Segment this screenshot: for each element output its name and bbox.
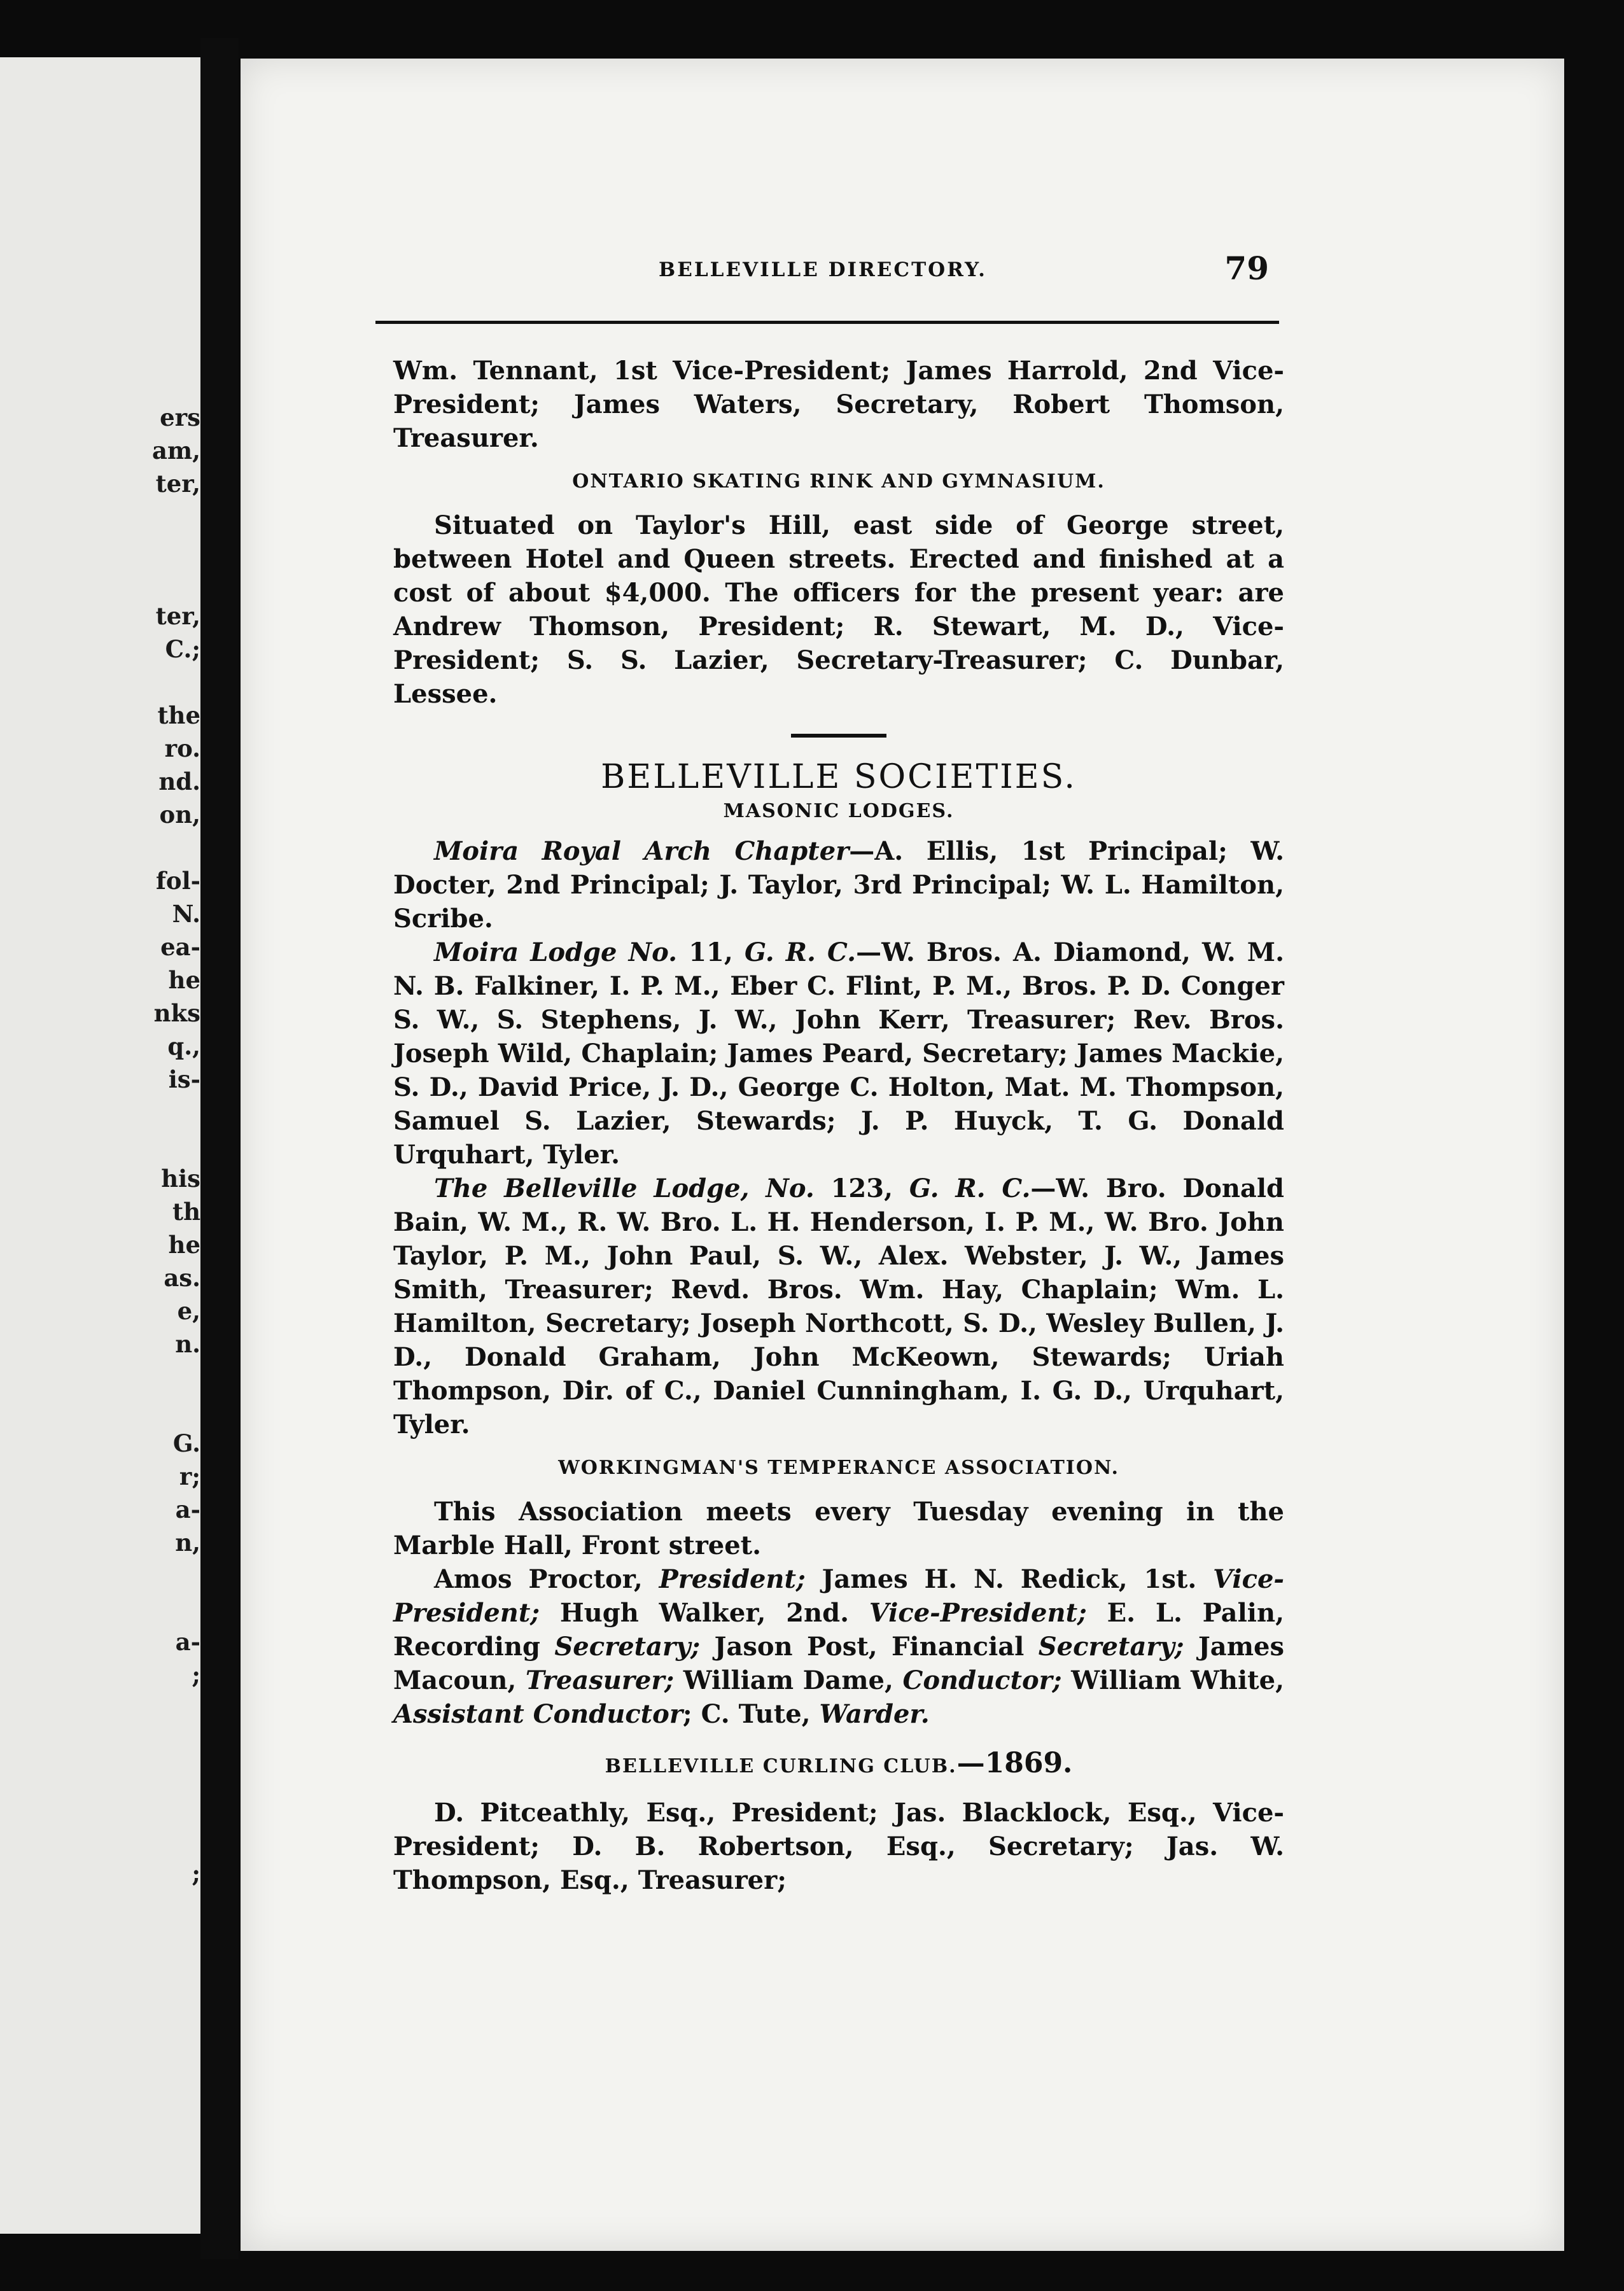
curling-club-officers-paragraph: D. Pitceathly, Esq., President; Jas. Blacklock, Esq., Vice-President; D. B. Robertson, Esq., Secretary; Jas. W. Thompson, Esq., Treasurer; [393,1798,1284,1895]
running-head: BELLEVILLE DIRECTORY. [659,258,987,281]
temperance-office: Conductor; [902,1665,1062,1695]
previous-page-line-fragment: ers [160,403,200,431]
previous-page-line-fragment [0,666,200,699]
previous-page-line-fragment: G. [172,1429,200,1457]
belleville-lodge-grc: G. R. C. [909,1174,1031,1203]
previous-page-line-fragment: ea- [160,933,200,961]
previous-page-line-fragment [0,1592,200,1625]
previous-page-line-fragment [0,566,200,599]
temperance-office: Secretary; [1038,1632,1184,1662]
previous-page-line-fragment [0,1791,200,1824]
previous-page-line-fragment: th [172,1198,200,1226]
temperance-text: E. L. Palin, Recording [393,1598,1284,1662]
temperance-text: Jason Post, Financial [700,1632,1039,1662]
previous-page-line-endings [0,401,200,1890]
previous-page-line-fragment [0,533,200,566]
previous-page-line-fragment: fol- [155,867,200,895]
previous-page-line-fragment: a- [175,1496,200,1524]
previous-page-line-fragment: am, [151,437,200,465]
temperance-office: Vice-President; [393,1564,1285,1628]
page-number: 79 [1224,249,1269,287]
previous-page-line-fragment: he [168,1231,200,1259]
previous-page-line-fragment [0,1096,200,1129]
previous-page-line-fragment: nd. [158,767,200,795]
previous-page-line-fragment: e, [177,1297,200,1325]
previous-page-line-fragment: n, [175,1529,200,1557]
previous-page-line-fragment [0,1361,200,1394]
previous-page-line-fragment [0,1824,200,1857]
page-body [393,354,1284,1897]
curling-club-name: BELLEVILLE CURLING CLUB. [605,1755,957,1777]
moira-lodge-grc: G. R. C. [744,937,857,967]
section-divider [791,734,886,738]
previous-page-edge [0,57,200,2234]
previous-page-line-fragment [0,1725,200,1758]
header-rule [375,321,1279,324]
subheading-masonic-lodges: MASONIC LODGES. [723,800,955,822]
book-gutter [200,38,239,2259]
previous-page-line-fragment: ro. [164,734,200,762]
previous-page-line-fragment: ter, [155,602,200,630]
belleville-lodge-officers: —W. Bro. Donald Bain, W. M., R. W. Bro. L. H. Henderson, I. P. M., W. Bro. John Taylor, P. M., John Paul, S. W., Alex. Webster, J. W., James Smith, Treasurer; Revd. Bros. Wm. Hay, Chaplain; Wm. L. Hamilton, Secretary; Joseph Northcott, S. D., Wesley Bullen, J. D., Donald Graham, John McKeown, Stewards; Uriah Thompson, Dir. of C., Daniel Cunningham, I. G. D., Urquhart, Tyler. [393,1174,1285,1440]
moira-royal-arch-chapter-entry [393,834,1284,935]
previous-page-line-fragment: C.; [165,635,200,663]
temperance-text: Hugh Walker, 2nd. [540,1598,869,1628]
temperance-office: Assistant Conductor [393,1699,683,1729]
previous-page-line-fragment: ; [192,1661,200,1689]
page-header [375,249,1279,291]
curling-club-year: —1869. [956,1747,1073,1779]
previous-page-line-fragment: he [168,966,200,994]
section-heading-temperance: WORKINGMAN'S TEMPERANCE ASSOCIATION. [558,1457,1119,1479]
previous-page-line-fragment: his [161,1165,200,1193]
previous-page-line-fragment: N. [172,900,200,928]
section-heading-skating-rink: ONTARIO SKATING RINK AND GYMNASIUM. [572,470,1105,493]
previous-page-line-fragment: is- [168,1065,200,1093]
temperance-office: Vice-President; [869,1598,1087,1628]
previous-page-line-fragment [0,1394,200,1427]
previous-page-line-fragment: r; [179,1462,200,1490]
belleville-lodge-entry [393,1172,1284,1441]
previous-page-line-fragment: the [157,701,200,729]
section-heading-curling-club [393,1746,1284,1783]
previous-page-line-fragment: nks [153,999,200,1027]
officers-paragraph: Wm. Tennant, 1st Vice-President; James Harrold, 2nd Vice-President; James Waters, Secretary, Robert Thomson, Treasurer. [393,356,1284,453]
previous-page-line-fragment [0,1559,200,1592]
temperance-meeting-paragraph: This Association meets every Tuesday evening in the Marble Hall, Front street. [393,1497,1284,1560]
previous-page-line-fragment [0,500,200,533]
temperance-office: Warder. [819,1699,930,1729]
temperance-text: James Macoun, [393,1632,1284,1695]
temperance-office: President; [659,1564,806,1594]
previous-page-line-fragment: q., [167,1032,200,1060]
belleville-lodge-name: The Belleville Lodge, No. [434,1174,815,1203]
temperance-text: Amos Proctor, [434,1564,659,1594]
temperance-office: Treasurer; [525,1665,675,1695]
previous-page-line-fragment: as. [164,1264,200,1292]
section-heading-societies: BELLEVILLE SOCIETIES. [601,758,1077,796]
previous-page-line-fragment: a- [175,1628,200,1656]
temperance-text: William Dame, [674,1665,903,1695]
temperance-text: ; C. Tute, [682,1699,820,1729]
belleville-lodge-number: 123, [814,1174,909,1203]
temperance-officers-paragraph [393,1562,1284,1731]
temperance-office: Secretary; [554,1632,701,1662]
previous-page-line-fragment [0,1758,200,1791]
previous-page-line-fragment [0,1692,200,1725]
moira-lodge-number: 11, [677,937,745,967]
previous-page-line-fragment: n. [175,1330,200,1358]
previous-page-line-fragment: on, [159,801,200,829]
moira-chapter-officers: —A. Ellis, 1st Principal; W. Docter, 2nd Principal; J. Taylor, 3rd Principal; W. L. Hamilton, Scribe. [393,836,1284,934]
previous-page-line-fragment [0,831,200,864]
previous-page-line-fragment: ; [192,1860,200,1888]
moira-lodge-name: Moira Lodge No. [434,937,678,967]
temperance-text: William White, [1061,1665,1284,1695]
temperance-text: James H. N. Redick, 1st. [805,1564,1214,1594]
moira-lodge-officers: —W. Bros. A. Diamond, W. M. N. B. Falkiner, I. P. M., Eber C. Flint, P. M., Bros. P. D. Conger S. W., S. Stephens, J. W., John Kerr, Treasurer; Rev. Bros. Joseph Wild, Chaplain; James Peard, Secretary; James Mackie, S. D., David Price, J. D., George C. Holton, Mat. M. Thompson, Samuel S. Lazier, Stewards; J. P. Huyck, T. G. Donald Urquhart, Tyler. [393,937,1284,1170]
moira-chapter-name: Moira Royal Arch Chapter [434,836,850,866]
skating-rink-paragraph: Situated on Taylor's Hill, east side of George street, between Hotel and Queen streets. Erected and finished at a cost of about $4,000. The officers for the present year: are Andrew Thomson, President; R. Stewart, M. D., Vice-President; S. S. Lazier, Secretary-Treasurer; C. Dunbar, Lessee. [393,510,1284,709]
moira-lodge-entry [393,935,1284,1172]
previous-page-line-fragment [0,1129,200,1162]
previous-page-line-fragment: ter, [155,470,200,498]
